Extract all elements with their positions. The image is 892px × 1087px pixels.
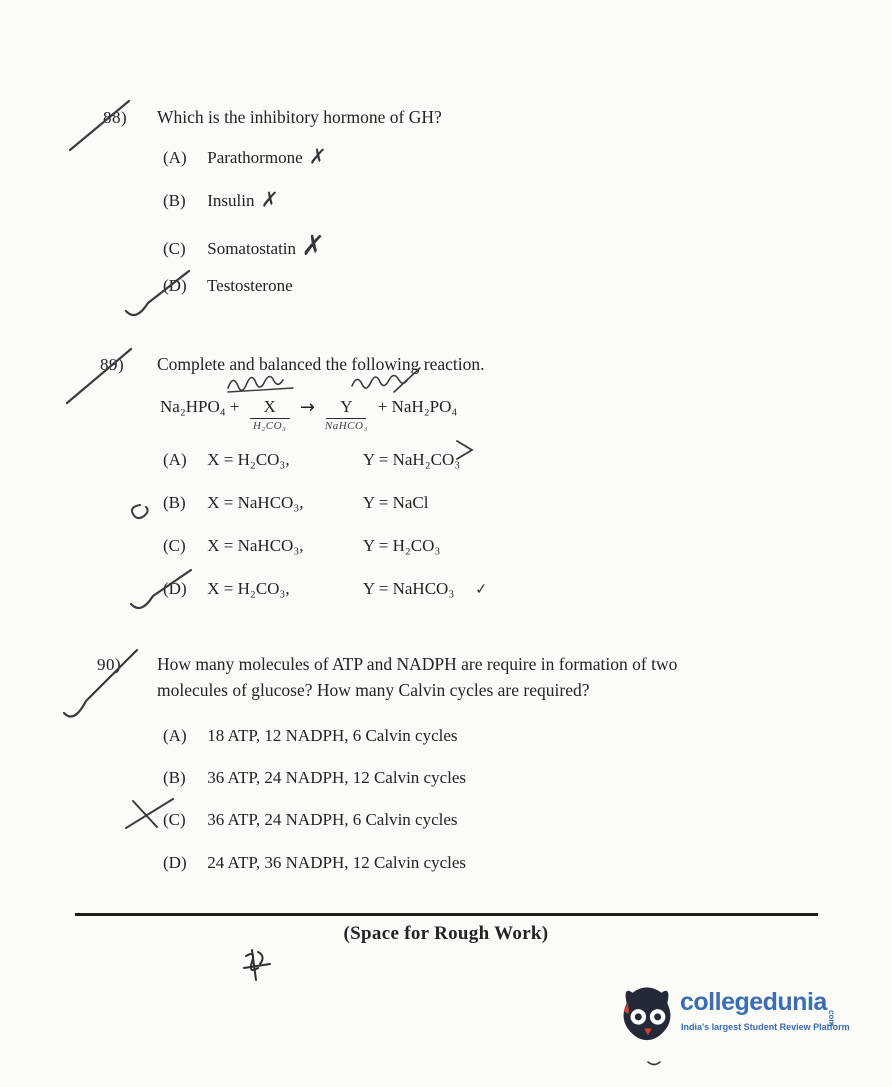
reaction-arrow-icon: → <box>299 397 315 418</box>
option-text: Testosterone <box>206 276 293 295</box>
collegedunia-wordmark: collegedunia <box>680 988 827 1016</box>
question-88-text: Which is the inhibitory hormone of GH? <box>157 107 442 127</box>
equation-y-handwritten-note: NaHCO₃ <box>324 420 368 432</box>
equation-y-blank <box>325 388 368 432</box>
rough-work-divider <box>75 913 818 916</box>
option-label: (C) <box>163 536 186 555</box>
option-text: 36 ATP, 24 NADPH, 12 Calvin cycles <box>207 768 467 787</box>
handwritten-cross-mark: ✗ <box>259 186 279 215</box>
equation-lhs: Na₂HPO₄ + <box>160 397 240 416</box>
rough-work-label: (Space for Rough Work) <box>343 923 549 944</box>
question-89-text: Complete and balanced the following reaction. <box>157 354 485 374</box>
option-label: (D) <box>163 579 187 598</box>
q89-option-a <box>163 450 460 470</box>
question-90-text-line2: molecules of glucose? How many Calvin cycles are required? <box>157 680 590 700</box>
equation-y: Y <box>326 388 366 419</box>
option-label: (C) <box>163 239 186 258</box>
q90-option-b <box>163 768 466 788</box>
handwritten-cross-mark: ✗ <box>307 143 327 172</box>
option-text: Somatostatin <box>207 239 297 258</box>
question-89-number: 89) <box>100 355 125 374</box>
q88-option-a <box>163 143 327 172</box>
q88-option-d <box>163 276 293 296</box>
option-label: (B) <box>163 768 186 787</box>
equation-x-blank <box>250 388 290 432</box>
option-text: Parathormone <box>207 148 303 167</box>
option-x-value: X = NaHCO₃, <box>207 536 304 555</box>
q89-option-d <box>163 579 487 599</box>
q89-option-b <box>163 493 429 513</box>
question-88-number: 88) <box>103 108 128 127</box>
option-text: 24 ATP, 36 NADPH, 12 Calvin cycles <box>207 853 467 872</box>
option-label: (D) <box>163 853 187 872</box>
option-label: (C) <box>163 810 186 829</box>
collegedunia-tagline: India's largest Student Review Platform <box>681 1022 850 1032</box>
question-90-number: 90) <box>97 655 122 674</box>
option-y-value: Y = NaCl <box>362 493 429 512</box>
handwritten-cross-mark: ✗ <box>300 227 327 265</box>
option-y-value: Y = H₂CO₃ <box>362 536 441 555</box>
collegedunia-mascot-icon <box>618 982 676 1044</box>
q88-option-b <box>163 186 279 215</box>
equation-x: X <box>250 388 290 419</box>
question-90-text-line1: How many molecules of ATP and NADPH are require in formation of two <box>157 654 678 674</box>
option-x-value: X = H₂CO₃, <box>207 450 290 469</box>
equation-rhs: + NaH₂PO₄ <box>377 397 458 416</box>
option-label: (A) <box>163 450 187 469</box>
option-text: 18 ATP, 12 NADPH, 6 Calvin cycles <box>207 726 458 745</box>
q90-option-a <box>163 726 458 746</box>
option-text: 36 ATP, 24 NADPH, 6 Calvin cycles <box>207 810 458 829</box>
option-label: (A) <box>163 726 187 745</box>
option-x-value: X = NaHCO₃, <box>207 493 304 512</box>
option-x-value: X = H₂CO₃, <box>207 579 290 598</box>
collegedunia-com-suffix: com <box>826 1010 836 1027</box>
reaction-equation <box>160 388 457 432</box>
q89-option-c <box>163 536 440 556</box>
option-y-value: Y = NaH₂CO₃ <box>362 450 461 469</box>
equation-x-handwritten-note: H₂CO₃ <box>252 420 287 432</box>
option-label: (D) <box>163 276 187 295</box>
option-label: (B) <box>163 493 186 512</box>
option-y-value: Y = NaHCO₃ <box>362 579 455 598</box>
handwritten-tick-mark: ✓ <box>473 579 488 599</box>
option-label: (B) <box>163 191 186 210</box>
q90-option-c <box>163 810 458 830</box>
q88-option-c <box>163 227 327 265</box>
option-text: Insulin <box>207 191 255 210</box>
q90-option-d <box>163 853 466 873</box>
option-label: (A) <box>163 148 187 167</box>
